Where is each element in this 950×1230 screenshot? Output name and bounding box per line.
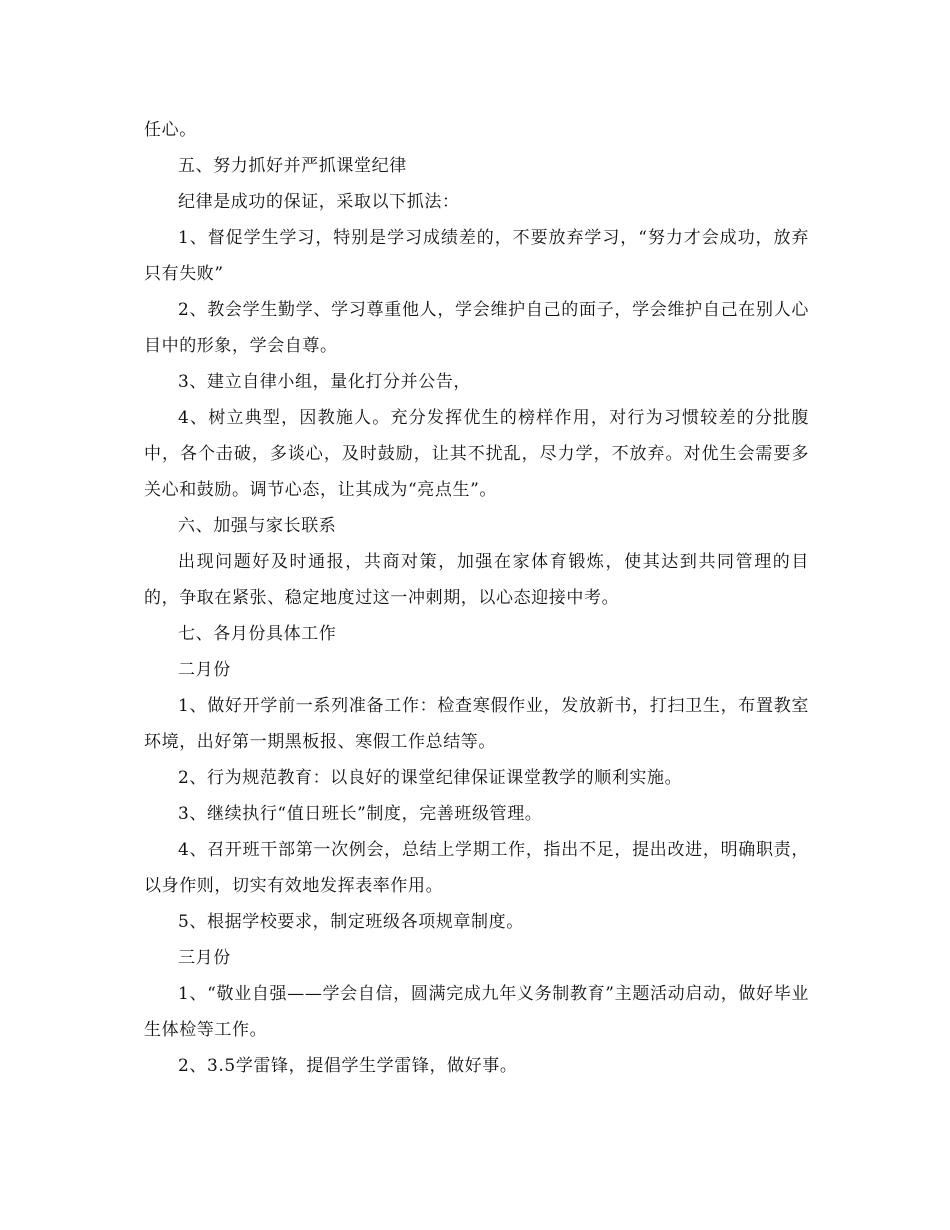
list-item: 1、督促学生学习，特别是学习成绩差的，不要放弃学习，“努力才会成功，放弃只有失败” — [144, 228, 809, 284]
section-heading: 七、各月份具体工作 — [178, 624, 337, 644]
month-heading: 三月份 — [178, 948, 231, 968]
list-item: 4、树立典型，因教施人。充分发挥优生的榜样作用，对行为习惯较差的分批腹中，各个击破，多谈心，及时鼓励，让其不扰乱，尽力学，不放弃。对优生会需要多关心和鼓励。调节心态，让其成为“亮点生”。 — [144, 408, 809, 500]
list-item: 3、建立自律小组，量化打分并公告， — [178, 372, 472, 392]
list-item: 3、继续执行“值日班长”制度，完善班级管理。 — [178, 804, 543, 824]
list-item: 1、做好开学前一系列准备工作：检查寒假作业，发放新书，打扫卫生，布置教室环境，出好第一期黑板报、寒假工作总结等。 — [144, 696, 809, 752]
list-item: 4、召开班干部第一次例会，总结上学期工作，指出不足，提出改进，明确职责，以身作则，切实有效地发挥表率作用。 — [144, 840, 809, 896]
paragraph: 纪律是成功的保证，采取以下抓法： — [178, 192, 460, 212]
list-item: 5、根据学校要求，制定班级各项规章制度。 — [178, 912, 524, 932]
paragraph: 任心。 — [144, 120, 197, 140]
document-body — [144, 112, 809, 1084]
list-item: 2、教会学生勤学、学习尊重他人，学会维护自己的面子，学会维护自己在别人心目中的形象，学会自尊。 — [144, 300, 809, 356]
list-item: 2、行为规范教育：以良好的课堂纪律保证课堂教学的顺利实施。 — [178, 768, 683, 788]
section-heading: 五、努力抓好并严抓课堂纪律 — [178, 156, 407, 176]
section-heading: 六、加强与家长联系 — [178, 516, 337, 536]
month-heading: 二月份 — [178, 660, 231, 680]
list-item: 2、3.5学雷锋，提倡学生学雷锋，做好事。 — [178, 1056, 518, 1076]
paragraph: 出现问题好及时通报，共商对策，加强在家体育锻炼，使其达到共同管理的目的，争取在紧张、稳定地度过这一冲刺期，以心态迎接中考。 — [144, 552, 809, 608]
list-item: 1、“敬业自强——学会自信，圆满完成九年义务制教育”主题活动启动，做好毕业生体检等工作。 — [144, 984, 809, 1040]
